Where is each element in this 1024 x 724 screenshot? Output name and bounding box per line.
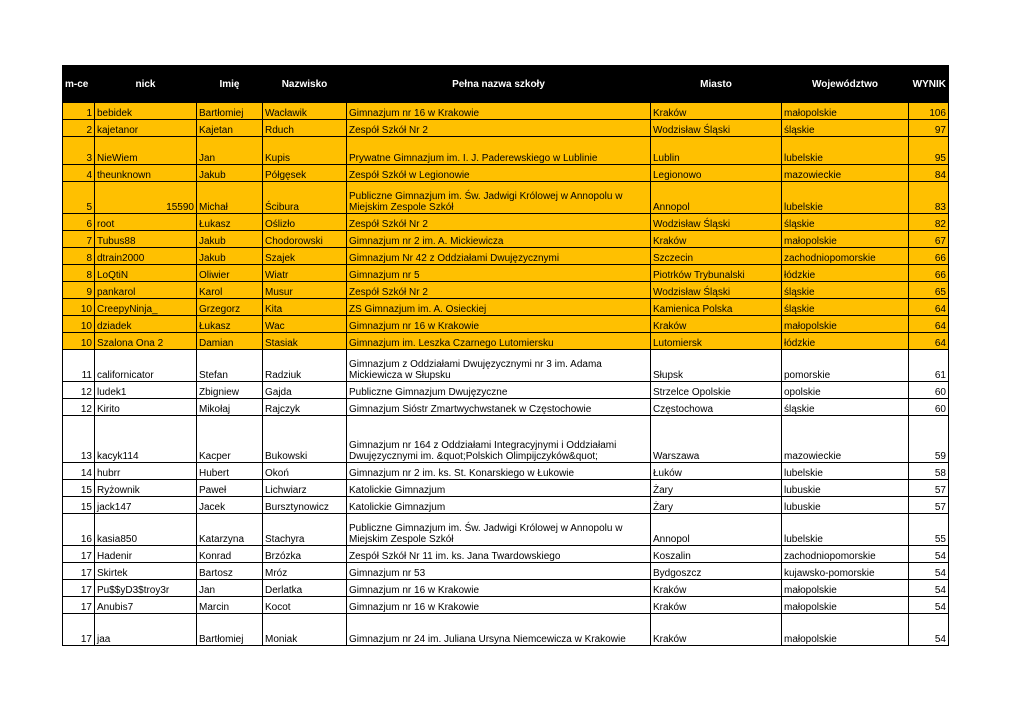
header-place: m-ce	[63, 66, 95, 103]
score-cell: 60	[909, 382, 949, 399]
province-cell: lubuskie	[782, 480, 909, 497]
province-cell: śląskie	[782, 399, 909, 416]
city-cell: Lutomiersk	[651, 333, 782, 350]
first-name-cell: Bartłomiej	[197, 103, 263, 120]
city-cell: Żary	[651, 480, 782, 497]
city-cell: Kraków	[651, 580, 782, 597]
school-cell: Gimnazjum Sióstr Zmartwychwstanek w Częstochowie	[347, 399, 651, 416]
place-cell: 12	[63, 382, 95, 399]
last-name-cell: Kupis	[263, 137, 347, 165]
score-cell: 54	[909, 597, 949, 614]
first-name-cell: Łukasz	[197, 214, 263, 231]
place-cell: 3	[63, 137, 95, 165]
score-cell: 83	[909, 182, 949, 214]
first-name-cell: Damian	[197, 333, 263, 350]
first-name-cell: Jakub	[197, 165, 263, 182]
place-cell: 10	[63, 333, 95, 350]
province-cell: łódzkie	[782, 333, 909, 350]
header-row	[63, 66, 949, 103]
score-cell: 54	[909, 563, 949, 580]
city-cell: Lublin	[651, 137, 782, 165]
place-cell: 17	[63, 614, 95, 646]
city-cell: Annopol	[651, 514, 782, 546]
header-score: WYNIK	[909, 66, 949, 103]
table-row	[63, 563, 949, 580]
table-row	[63, 214, 949, 231]
place-cell: 17	[63, 563, 95, 580]
table-row	[63, 182, 949, 214]
last-name-cell: Gajda	[263, 382, 347, 399]
last-name-cell: Rduch	[263, 120, 347, 137]
province-cell: śląskie	[782, 120, 909, 137]
first-name-cell: Konrad	[197, 546, 263, 563]
table-row	[63, 231, 949, 248]
score-cell: 95	[909, 137, 949, 165]
header-first-name: Imię	[197, 66, 263, 103]
nick-cell: NieWiem	[95, 137, 197, 165]
last-name-cell: Bursztynowicz	[263, 497, 347, 514]
school-cell: Zespół Szkół Nr 2	[347, 120, 651, 137]
nick-cell: Kirito	[95, 399, 197, 416]
school-cell: Publiczne Gimnazjum im. Św. Jadwigi Królowej w Annopolu w Miejskim Zespole Szkół	[347, 514, 651, 546]
city-cell: Żary	[651, 497, 782, 514]
nick-cell: kajetanor	[95, 120, 197, 137]
header-nick: nick	[95, 66, 197, 103]
score-cell: 54	[909, 580, 949, 597]
city-cell: Koszalin	[651, 546, 782, 563]
last-name-cell: Półgęsek	[263, 165, 347, 182]
province-cell: małopolskie	[782, 103, 909, 120]
nick-cell: jaa	[95, 614, 197, 646]
province-cell: małopolskie	[782, 231, 909, 248]
first-name-cell: Mikołaj	[197, 399, 263, 416]
table-row	[63, 597, 949, 614]
nick-cell: Skirtek	[95, 563, 197, 580]
school-cell: Gimnazjum im. Leszka Czarnego Lutomiersku	[347, 333, 651, 350]
table-row	[63, 265, 949, 282]
table-row	[63, 299, 949, 316]
nick-cell: pankarol	[95, 282, 197, 299]
city-cell: Słupsk	[651, 350, 782, 382]
last-name-cell: Stasiak	[263, 333, 347, 350]
table-row	[63, 103, 949, 120]
nick-cell: Szalona Ona 2	[95, 333, 197, 350]
table-row	[63, 480, 949, 497]
first-name-cell: Jakub	[197, 231, 263, 248]
school-cell: Gimnazjum z Oddziałami Dwujęzycznymi nr 3 im. Adama Mickiewicza w Słupsku	[347, 350, 651, 382]
school-cell: Gimnazjum nr 53	[347, 563, 651, 580]
city-cell: Szczecin	[651, 248, 782, 265]
school-cell: Gimnazjum nr 164 z Oddziałami Integracyjnymi i Oddziałami Dwujęzycznymi im. &quot;Polskich Olimpijczyków&quot;	[347, 416, 651, 463]
place-cell: 2	[63, 120, 95, 137]
last-name-cell: Chodorowski	[263, 231, 347, 248]
score-cell: 60	[909, 399, 949, 416]
nick-cell: 15590	[95, 182, 197, 214]
score-cell: 54	[909, 614, 949, 646]
city-cell: Łuków	[651, 463, 782, 480]
first-name-cell: Hubert	[197, 463, 263, 480]
nick-cell: kasia850	[95, 514, 197, 546]
nick-cell: dtrain2000	[95, 248, 197, 265]
first-name-cell: Jakub	[197, 248, 263, 265]
school-cell: Katolickie Gimnazjum	[347, 497, 651, 514]
place-cell: 17	[63, 597, 95, 614]
last-name-cell: Kita	[263, 299, 347, 316]
last-name-cell: Wacławik	[263, 103, 347, 120]
results-table	[62, 65, 949, 646]
city-cell: Kraków	[651, 316, 782, 333]
first-name-cell: Paweł	[197, 480, 263, 497]
province-cell: mazowieckie	[782, 416, 909, 463]
score-cell: 65	[909, 282, 949, 299]
place-cell: 10	[63, 299, 95, 316]
province-cell: łódzkie	[782, 265, 909, 282]
nick-cell: Hadenir	[95, 546, 197, 563]
last-name-cell: Stachyra	[263, 514, 347, 546]
province-cell: zachodniopomorskie	[782, 546, 909, 563]
city-cell: Kamienica Polska	[651, 299, 782, 316]
school-cell: Gimnazjum nr 16 w Krakowie	[347, 316, 651, 333]
score-cell: 57	[909, 480, 949, 497]
score-cell: 106	[909, 103, 949, 120]
nick-cell: root	[95, 214, 197, 231]
first-name-cell: Bartosz	[197, 563, 263, 580]
last-name-cell: Okoń	[263, 463, 347, 480]
last-name-cell: Bukowski	[263, 416, 347, 463]
header-school: Pełna nazwa szkoły	[347, 66, 651, 103]
province-cell: lubelskie	[782, 463, 909, 480]
last-name-cell: Mróz	[263, 563, 347, 580]
school-cell: Zespół Szkół Nr 2	[347, 214, 651, 231]
city-cell: Strzelce Opolskie	[651, 382, 782, 399]
school-cell: Gimnazjum nr 16 w Krakowie	[347, 103, 651, 120]
table-row	[63, 248, 949, 265]
place-cell: 5	[63, 182, 95, 214]
first-name-cell: Oliwier	[197, 265, 263, 282]
place-cell: 8	[63, 265, 95, 282]
place-cell: 15	[63, 497, 95, 514]
table-row	[63, 463, 949, 480]
province-cell: mazowieckie	[782, 165, 909, 182]
first-name-cell: Łukasz	[197, 316, 263, 333]
place-cell: 10	[63, 316, 95, 333]
province-cell: małopolskie	[782, 316, 909, 333]
score-cell: 64	[909, 299, 949, 316]
nick-cell: theunknown	[95, 165, 197, 182]
last-name-cell: Szajek	[263, 248, 347, 265]
province-cell: śląskie	[782, 282, 909, 299]
school-cell: Gimnazjum nr 5	[347, 265, 651, 282]
nick-cell: dziadek	[95, 316, 197, 333]
last-name-cell: Moniak	[263, 614, 347, 646]
city-cell: Częstochowa	[651, 399, 782, 416]
place-cell: 11	[63, 350, 95, 382]
score-cell: 66	[909, 248, 949, 265]
city-cell: Legionowo	[651, 165, 782, 182]
school-cell: Zespół Szkół w Legionowie	[347, 165, 651, 182]
first-name-cell: Marcin	[197, 597, 263, 614]
place-cell: 15	[63, 480, 95, 497]
table-row	[63, 282, 949, 299]
city-cell: Warszawa	[651, 416, 782, 463]
table-row	[63, 546, 949, 563]
first-name-cell: Michał	[197, 182, 263, 214]
place-cell: 12	[63, 399, 95, 416]
last-name-cell: Oślizło	[263, 214, 347, 231]
first-name-cell: Katarzyna	[197, 514, 263, 546]
table-row	[63, 399, 949, 416]
school-cell: Gimnazjum nr 16 w Krakowie	[347, 597, 651, 614]
nick-cell: Tubus88	[95, 231, 197, 248]
table-row	[63, 497, 949, 514]
nick-cell: jack147	[95, 497, 197, 514]
score-cell: 64	[909, 316, 949, 333]
place-cell: 17	[63, 580, 95, 597]
table-row	[63, 165, 949, 182]
score-cell: 55	[909, 514, 949, 546]
school-cell: Prywatne Gimnazjum im. I. J. Paderewskiego w Lublinie	[347, 137, 651, 165]
table-row	[63, 137, 949, 165]
province-cell: lubelskie	[782, 514, 909, 546]
nick-cell: Ryżownik	[95, 480, 197, 497]
results-body	[63, 103, 949, 646]
first-name-cell: Karol	[197, 282, 263, 299]
province-cell: śląskie	[782, 299, 909, 316]
city-cell: Annopol	[651, 182, 782, 214]
table-row	[63, 120, 949, 137]
place-cell: 17	[63, 546, 95, 563]
table-row	[63, 333, 949, 350]
nick-cell: CreepyNinja_	[95, 299, 197, 316]
score-cell: 59	[909, 416, 949, 463]
province-cell: lubuskie	[782, 497, 909, 514]
score-cell: 64	[909, 333, 949, 350]
school-cell: Gimnazjum nr 2 im. A. Mickiewicza	[347, 231, 651, 248]
city-cell: Wodzisław Śląski	[651, 214, 782, 231]
first-name-cell: Jan	[197, 580, 263, 597]
city-cell: Wodzisław Śląski	[651, 120, 782, 137]
last-name-cell: Wiatr	[263, 265, 347, 282]
table-row	[63, 580, 949, 597]
province-cell: małopolskie	[782, 597, 909, 614]
last-name-cell: Musur	[263, 282, 347, 299]
city-cell: Wodzisław Śląski	[651, 282, 782, 299]
first-name-cell: Zbigniew	[197, 382, 263, 399]
header-province: Województwo	[782, 66, 909, 103]
place-cell: 4	[63, 165, 95, 182]
nick-cell: LoQtiN	[95, 265, 197, 282]
first-name-cell: Kajetan	[197, 120, 263, 137]
last-name-cell: Rajczyk	[263, 399, 347, 416]
city-cell: Kraków	[651, 597, 782, 614]
place-cell: 13	[63, 416, 95, 463]
table-row	[63, 350, 949, 382]
province-cell: pomorskie	[782, 350, 909, 382]
place-cell: 9	[63, 282, 95, 299]
score-cell: 61	[909, 350, 949, 382]
nick-cell: kacyk114	[95, 416, 197, 463]
place-cell: 14	[63, 463, 95, 480]
province-cell: małopolskie	[782, 580, 909, 597]
place-cell: 1	[63, 103, 95, 120]
first-name-cell: Kacper	[197, 416, 263, 463]
province-cell: małopolskie	[782, 614, 909, 646]
score-cell: 84	[909, 165, 949, 182]
score-cell: 67	[909, 231, 949, 248]
table-row	[63, 614, 949, 646]
province-cell: kujawsko-pomorskie	[782, 563, 909, 580]
school-cell: Publiczne Gimnazjum im. Św. Jadwigi Królowej w Annopolu w Miejskim Zespole Szkół	[347, 182, 651, 214]
nick-cell: californicator	[95, 350, 197, 382]
province-cell: opolskie	[782, 382, 909, 399]
school-cell: Gimnazjum nr 24 im. Juliana Ursyna Niemcewicza w Krakowie	[347, 614, 651, 646]
table-row	[63, 514, 949, 546]
table-row	[63, 316, 949, 333]
city-cell: Kraków	[651, 614, 782, 646]
place-cell: 8	[63, 248, 95, 265]
last-name-cell: Brzózka	[263, 546, 347, 563]
province-cell: śląskie	[782, 214, 909, 231]
province-cell: zachodniopomorskie	[782, 248, 909, 265]
school-cell: Gimnazjum Nr 42 z Oddziałami Dwujęzycznymi	[347, 248, 651, 265]
score-cell: 57	[909, 497, 949, 514]
last-name-cell: Wac	[263, 316, 347, 333]
first-name-cell: Stefan	[197, 350, 263, 382]
city-cell: Bydgoszcz	[651, 563, 782, 580]
school-cell: Zespół Szkół Nr 2	[347, 282, 651, 299]
last-name-cell: Lichwiarz	[263, 480, 347, 497]
place-cell: 7	[63, 231, 95, 248]
school-cell: Zespół Szkół Nr 11 im. ks. Jana Twardowskiego	[347, 546, 651, 563]
last-name-cell: Ścibura	[263, 182, 347, 214]
last-name-cell: Radziuk	[263, 350, 347, 382]
nick-cell: hubrr	[95, 463, 197, 480]
first-name-cell: Bartłomiej	[197, 614, 263, 646]
school-cell: Katolickie Gimnazjum	[347, 480, 651, 497]
nick-cell: bebidek	[95, 103, 197, 120]
school-cell: Gimnazjum nr 16 w Krakowie	[347, 580, 651, 597]
score-cell: 66	[909, 265, 949, 282]
province-cell: lubelskie	[782, 137, 909, 165]
nick-cell: Pu$$yD3$troy3r	[95, 580, 197, 597]
nick-cell: Anubis7	[95, 597, 197, 614]
place-cell: 16	[63, 514, 95, 546]
score-cell: 97	[909, 120, 949, 137]
score-cell: 58	[909, 463, 949, 480]
city-cell: Kraków	[651, 103, 782, 120]
last-name-cell: Derlatka	[263, 580, 347, 597]
score-cell: 54	[909, 546, 949, 563]
header-last-name: Nazwisko	[263, 66, 347, 103]
first-name-cell: Jan	[197, 137, 263, 165]
school-cell: Publiczne Gimnazjum Dwujęzyczne	[347, 382, 651, 399]
place-cell: 6	[63, 214, 95, 231]
last-name-cell: Kocot	[263, 597, 347, 614]
first-name-cell: Jacek	[197, 497, 263, 514]
school-cell: Gimnazjum nr 2 im. ks. St. Konarskiego w Łukowie	[347, 463, 651, 480]
province-cell: lubelskie	[782, 182, 909, 214]
first-name-cell: Grzegorz	[197, 299, 263, 316]
nick-cell: ludek1	[95, 382, 197, 399]
score-cell: 82	[909, 214, 949, 231]
city-cell: Kraków	[651, 231, 782, 248]
city-cell: Piotrków Trybunalski	[651, 265, 782, 282]
table-row	[63, 416, 949, 463]
school-cell: ZS Gimnazjum im. A. Osieckiej	[347, 299, 651, 316]
table-row	[63, 382, 949, 399]
header-city: Miasto	[651, 66, 782, 103]
